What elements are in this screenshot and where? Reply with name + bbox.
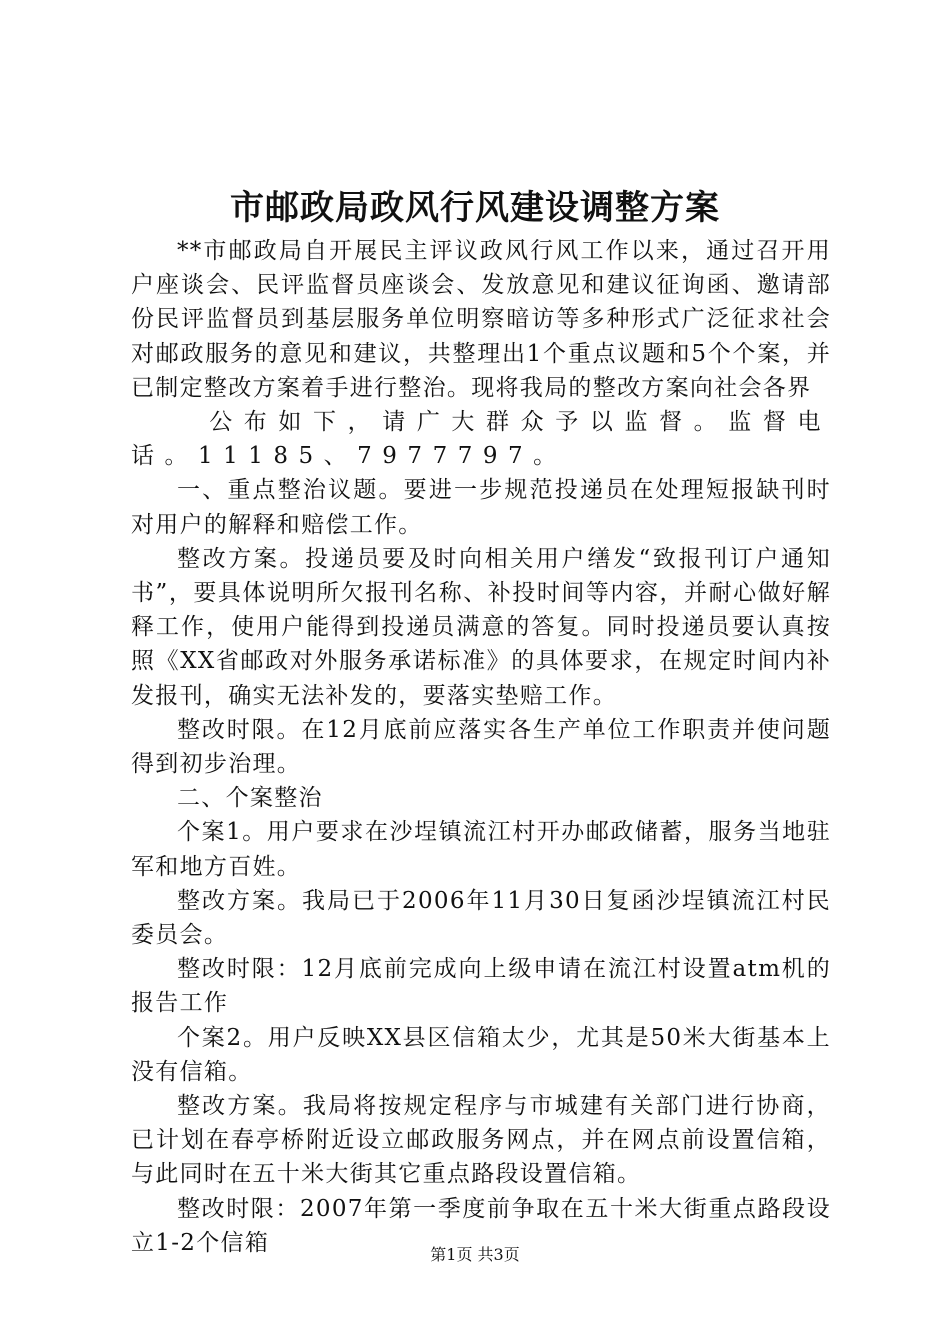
paragraph-case-1-plan: 整改方案。我局已于2006年11月30日复函沙埕镇流江村民委员会。: [131, 887, 831, 949]
paragraph-key-issue-plan: 整改方案。投递员要及时向相关用户缮发“致报刊订户通知书”，要具体说明所欠报刊名称、补投时间等内容，并耐心做好解释工作，使用户能得到投递员满意的答复。同时投递员要认真按照《XX省邮政对外服务承诺标准》的具体要求，在规定时间内补发报刊，确实无法补发的，要落实垫赔工作。: [131, 545, 831, 709]
paragraph-key-issue: 一、重点整治议题。要进一步规范投递员在处理短报缺刊时对用户的解释和赔偿工作。: [131, 477, 831, 538]
section-heading-cases: 二、个案整治: [177, 785, 323, 812]
document-title: 市邮政局政风行风建设调整方案: [230, 188, 720, 228]
page-number: 第1页 共3页: [430, 1245, 520, 1264]
paragraph-case-2: 个案2。用户反映XX县区信箱太少，尤其是50米大街基本上没有信箱。: [131, 1024, 831, 1085]
paragraph-case-1-deadline: 整改时限：12月底前完成向上级申请在流江村设置atm机的报告工作: [131, 956, 831, 1017]
paragraph-case-2-deadline: 整改时限：2007年第一季度前争取在五十米大街重点路段设立1-2个信箱: [131, 1195, 831, 1256]
paragraph-case-2-plan: 整改方案。我局将按规定程序与市城建有关部门进行协商，已计划在春亭桥附近设立邮政服务网点，并在网点前设置信箱，与此同时在五十米大街其它重点路段设置信箱。: [131, 1093, 831, 1188]
paragraph-announcement: 公布如下，请广大群众予以监督。监督电话。11185、7977797。: [131, 409, 831, 470]
paragraph-case-1: 个案1。用户要求在沙埕镇流江村开办邮政储蓄，服务当地驻军和地方百姓。: [131, 819, 831, 880]
document-body: [131, 234, 831, 1260]
paragraph-intro: **市邮政局自开展民主评议政风行风工作以来，通过召开用户座谈会、民评监督员座谈会、发放意见和建议征询函、邀请部份民评监督员到基层服务单位明察暗访等多种形式广泛征求社会对邮政服务的意见和建议，共整理出1个重点议题和5个个案，并已制定整改方案着手进行整治。现将我局的整改方案向社会各界: [131, 238, 831, 401]
paragraph-key-issue-deadline: 整改时限。在12月底前应落实各生产单位工作职责并使问题得到初步治理。: [131, 716, 831, 778]
